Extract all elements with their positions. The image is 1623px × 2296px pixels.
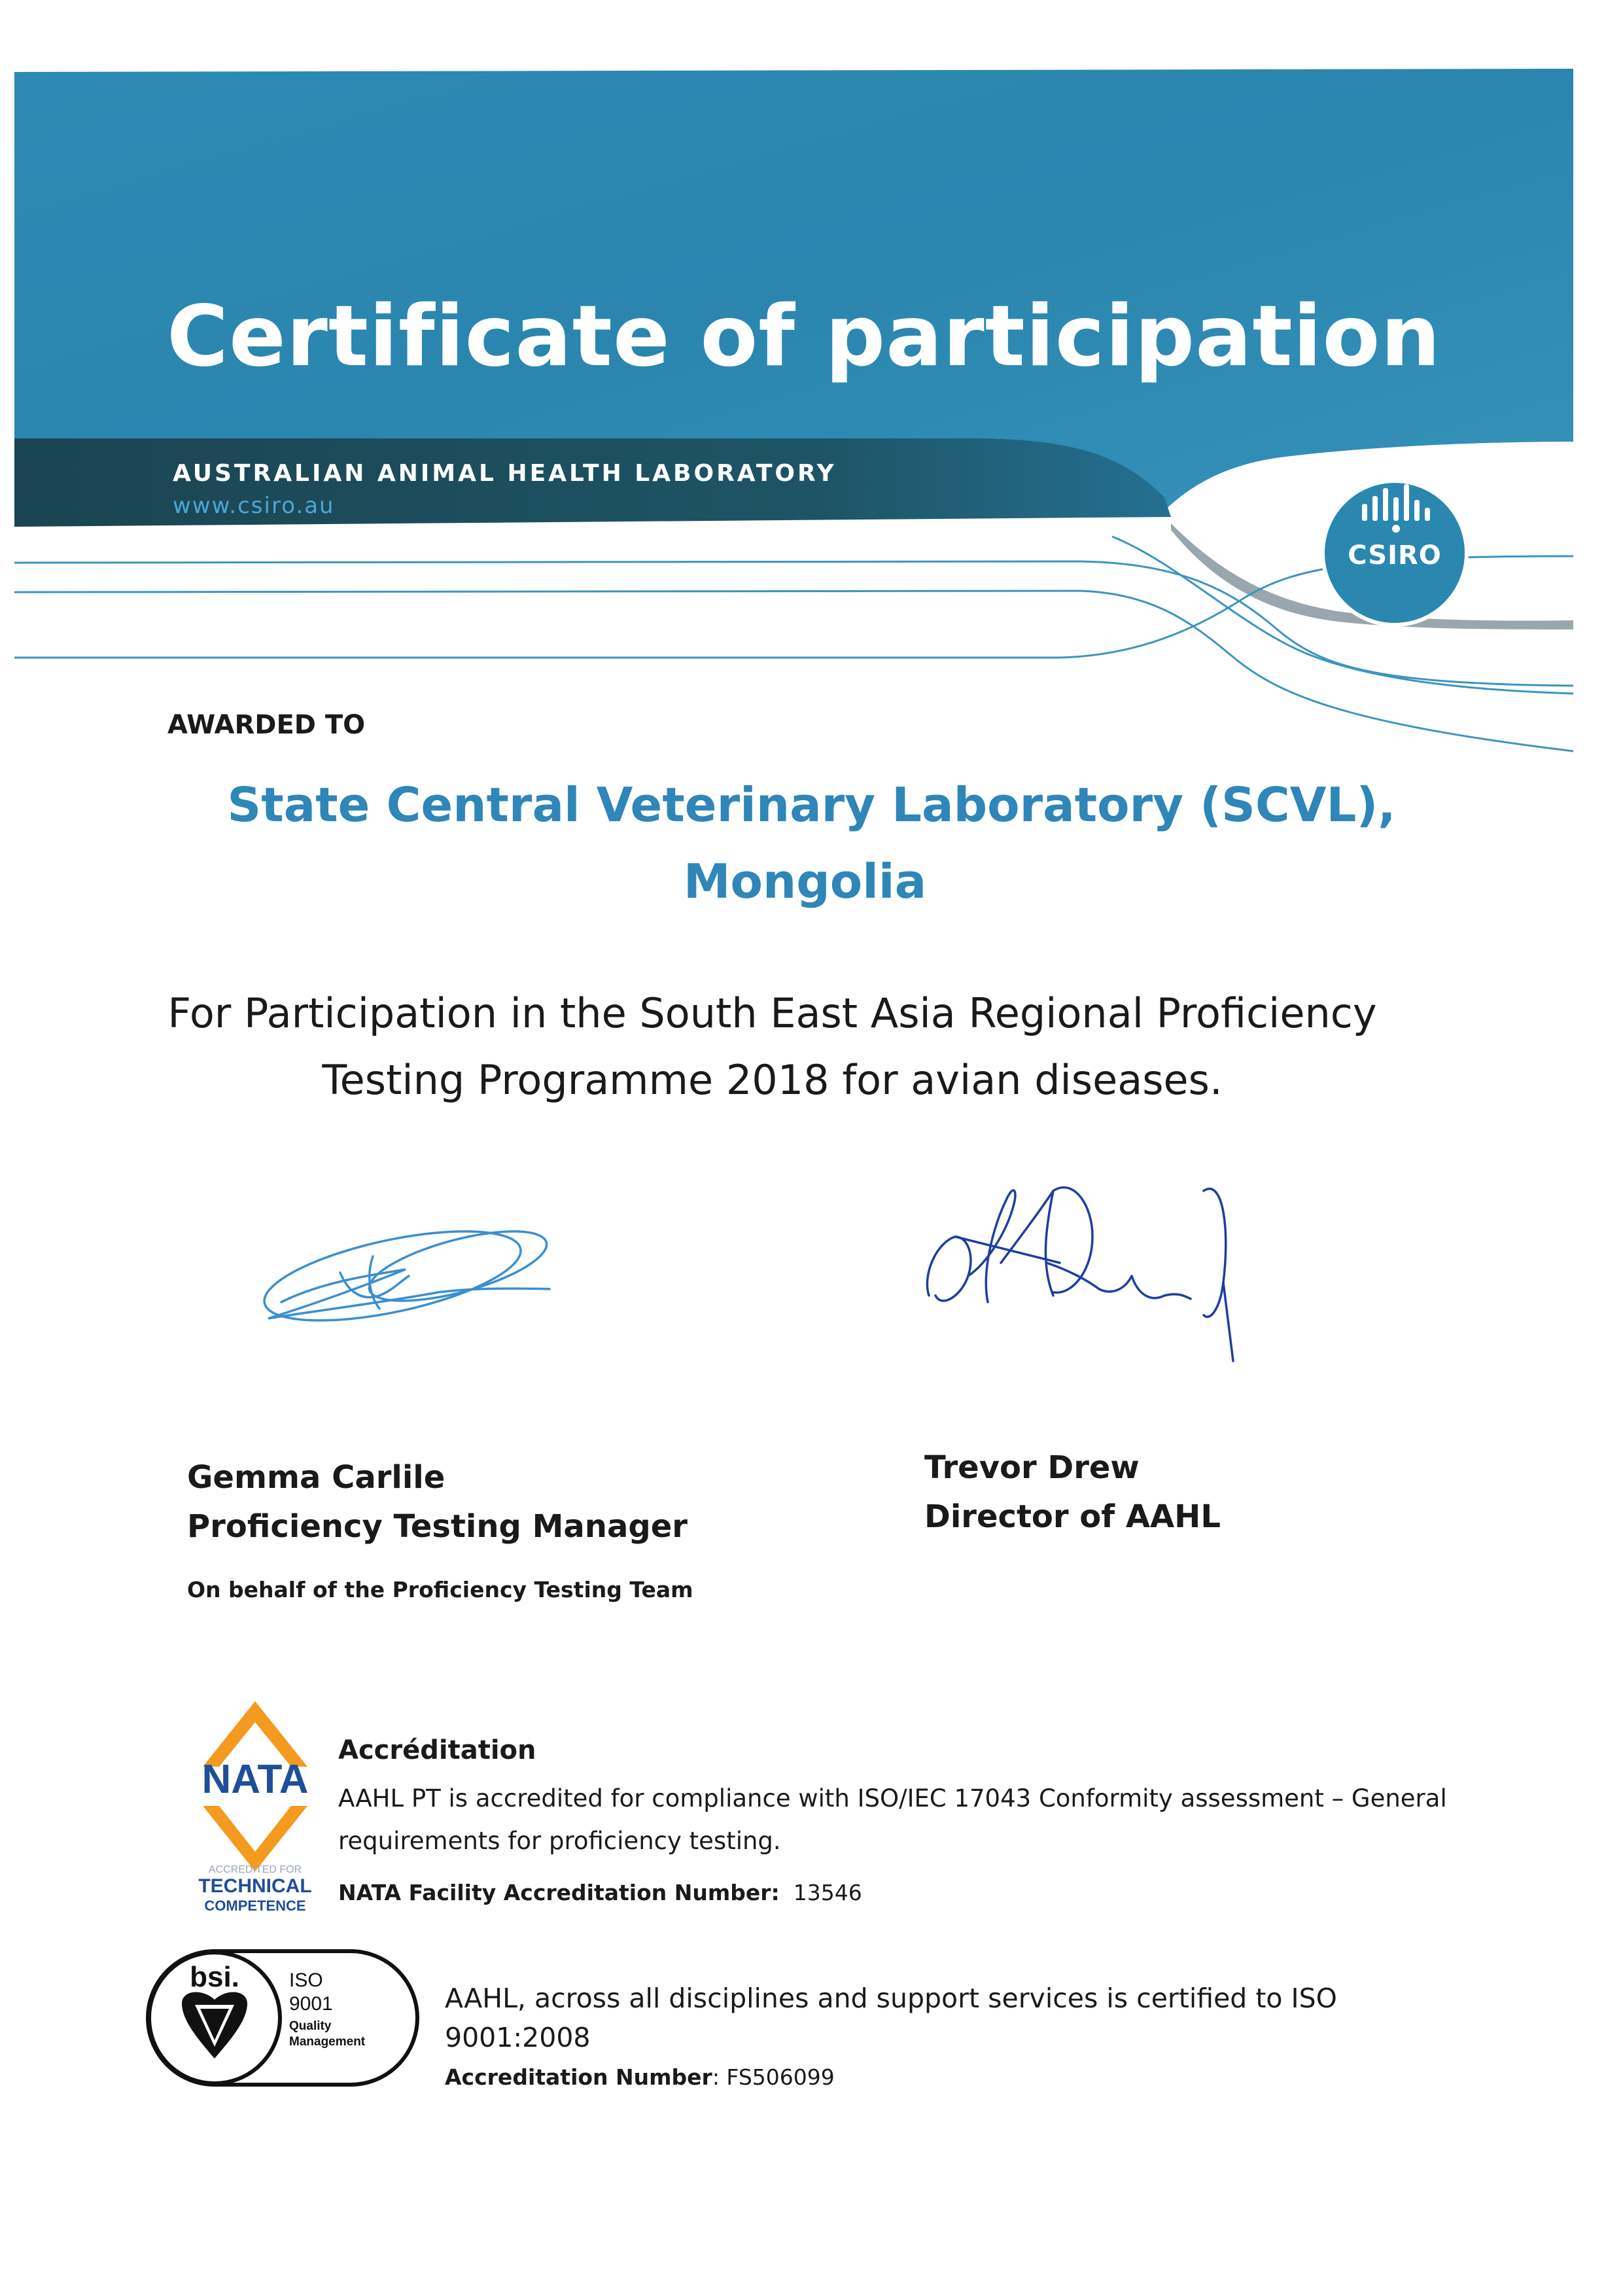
accreditation-heading: Accréditation bbox=[338, 1735, 536, 1765]
header-banner bbox=[0, 0, 1623, 772]
recipient-name-line2: Mongolia bbox=[683, 854, 927, 909]
certificate-title: Certificate of participation bbox=[167, 288, 1441, 385]
accreditation-text-line1: AAHL PT is accredited for compliance with ISO/IEC 17043 Conformity assessment – General bbox=[338, 1784, 1447, 1812]
signature-trevor-drew bbox=[916, 1165, 1282, 1381]
iso-number-value: : FS506099 bbox=[712, 2064, 835, 2090]
iso-accreditation-number bbox=[445, 2064, 835, 2090]
csiro-logo-text: CSIRO bbox=[1348, 540, 1442, 571]
signatory-1-role: Proficiency Testing Manager bbox=[187, 1508, 688, 1545]
awarded-to-label: AWARDED TO bbox=[167, 710, 366, 740]
signatory-2-name: Trevor Drew bbox=[924, 1449, 1140, 1486]
nata-number-value: 13546 bbox=[793, 1880, 862, 1905]
bsi-management-text: Management bbox=[289, 2035, 366, 2049]
nata-logo-subtext-3: COMPETENCE bbox=[204, 1898, 306, 1914]
nata-logo-text: NATA bbox=[201, 1757, 309, 1802]
bsi-iso-text: ISO bbox=[289, 1969, 323, 1991]
bsi-quality-text: Quality bbox=[289, 2019, 332, 2033]
bsi-iso-logo bbox=[145, 1949, 420, 2087]
nata-logo-subtext-1: ACCREDITED FOR bbox=[208, 1864, 302, 1875]
signatory-2-role: Director of AAHL bbox=[924, 1498, 1221, 1535]
signatory-1-name: Gemma Carlile bbox=[187, 1459, 445, 1496]
bsi-brand-text: bsi. bbox=[190, 1961, 239, 1993]
nata-logo bbox=[186, 1695, 324, 1917]
purpose-line1: For Participation in the South East Asia Regional Proficiency bbox=[167, 989, 1377, 1037]
accreditation-text-line2: requirements for proficiency testing. bbox=[338, 1827, 781, 1855]
signatory-1-note: On behalf of the Proficiency Testing Team bbox=[187, 1577, 693, 1602]
signature-gemma-carlile bbox=[242, 1204, 569, 1354]
purpose-line2: Testing Programme 2018 for avian diseases. bbox=[322, 1056, 1223, 1104]
nata-accreditation-number bbox=[338, 1880, 862, 1905]
iso-text-line2: 9001:2008 bbox=[445, 2022, 591, 2053]
nata-number-label: NATA Facility Accreditation Number: bbox=[338, 1880, 780, 1905]
recipient-name-line1: State Central Veterinary Laboratory (SCVL), bbox=[227, 777, 1396, 832]
bsi-9001-text: 9001 bbox=[289, 1993, 333, 2015]
nata-logo-subtext-2: TECHNICAL bbox=[198, 1875, 312, 1897]
iso-text-line1: AAHL, across all disciplines and support services is certified to ISO bbox=[445, 1983, 1337, 2014]
iso-number-label: Accreditation Number bbox=[445, 2064, 712, 2090]
organization-website: www.csiro.au bbox=[173, 493, 335, 519]
organization-name: AUSTRALIAN ANIMAL HEALTH LABORATORY bbox=[173, 460, 837, 487]
